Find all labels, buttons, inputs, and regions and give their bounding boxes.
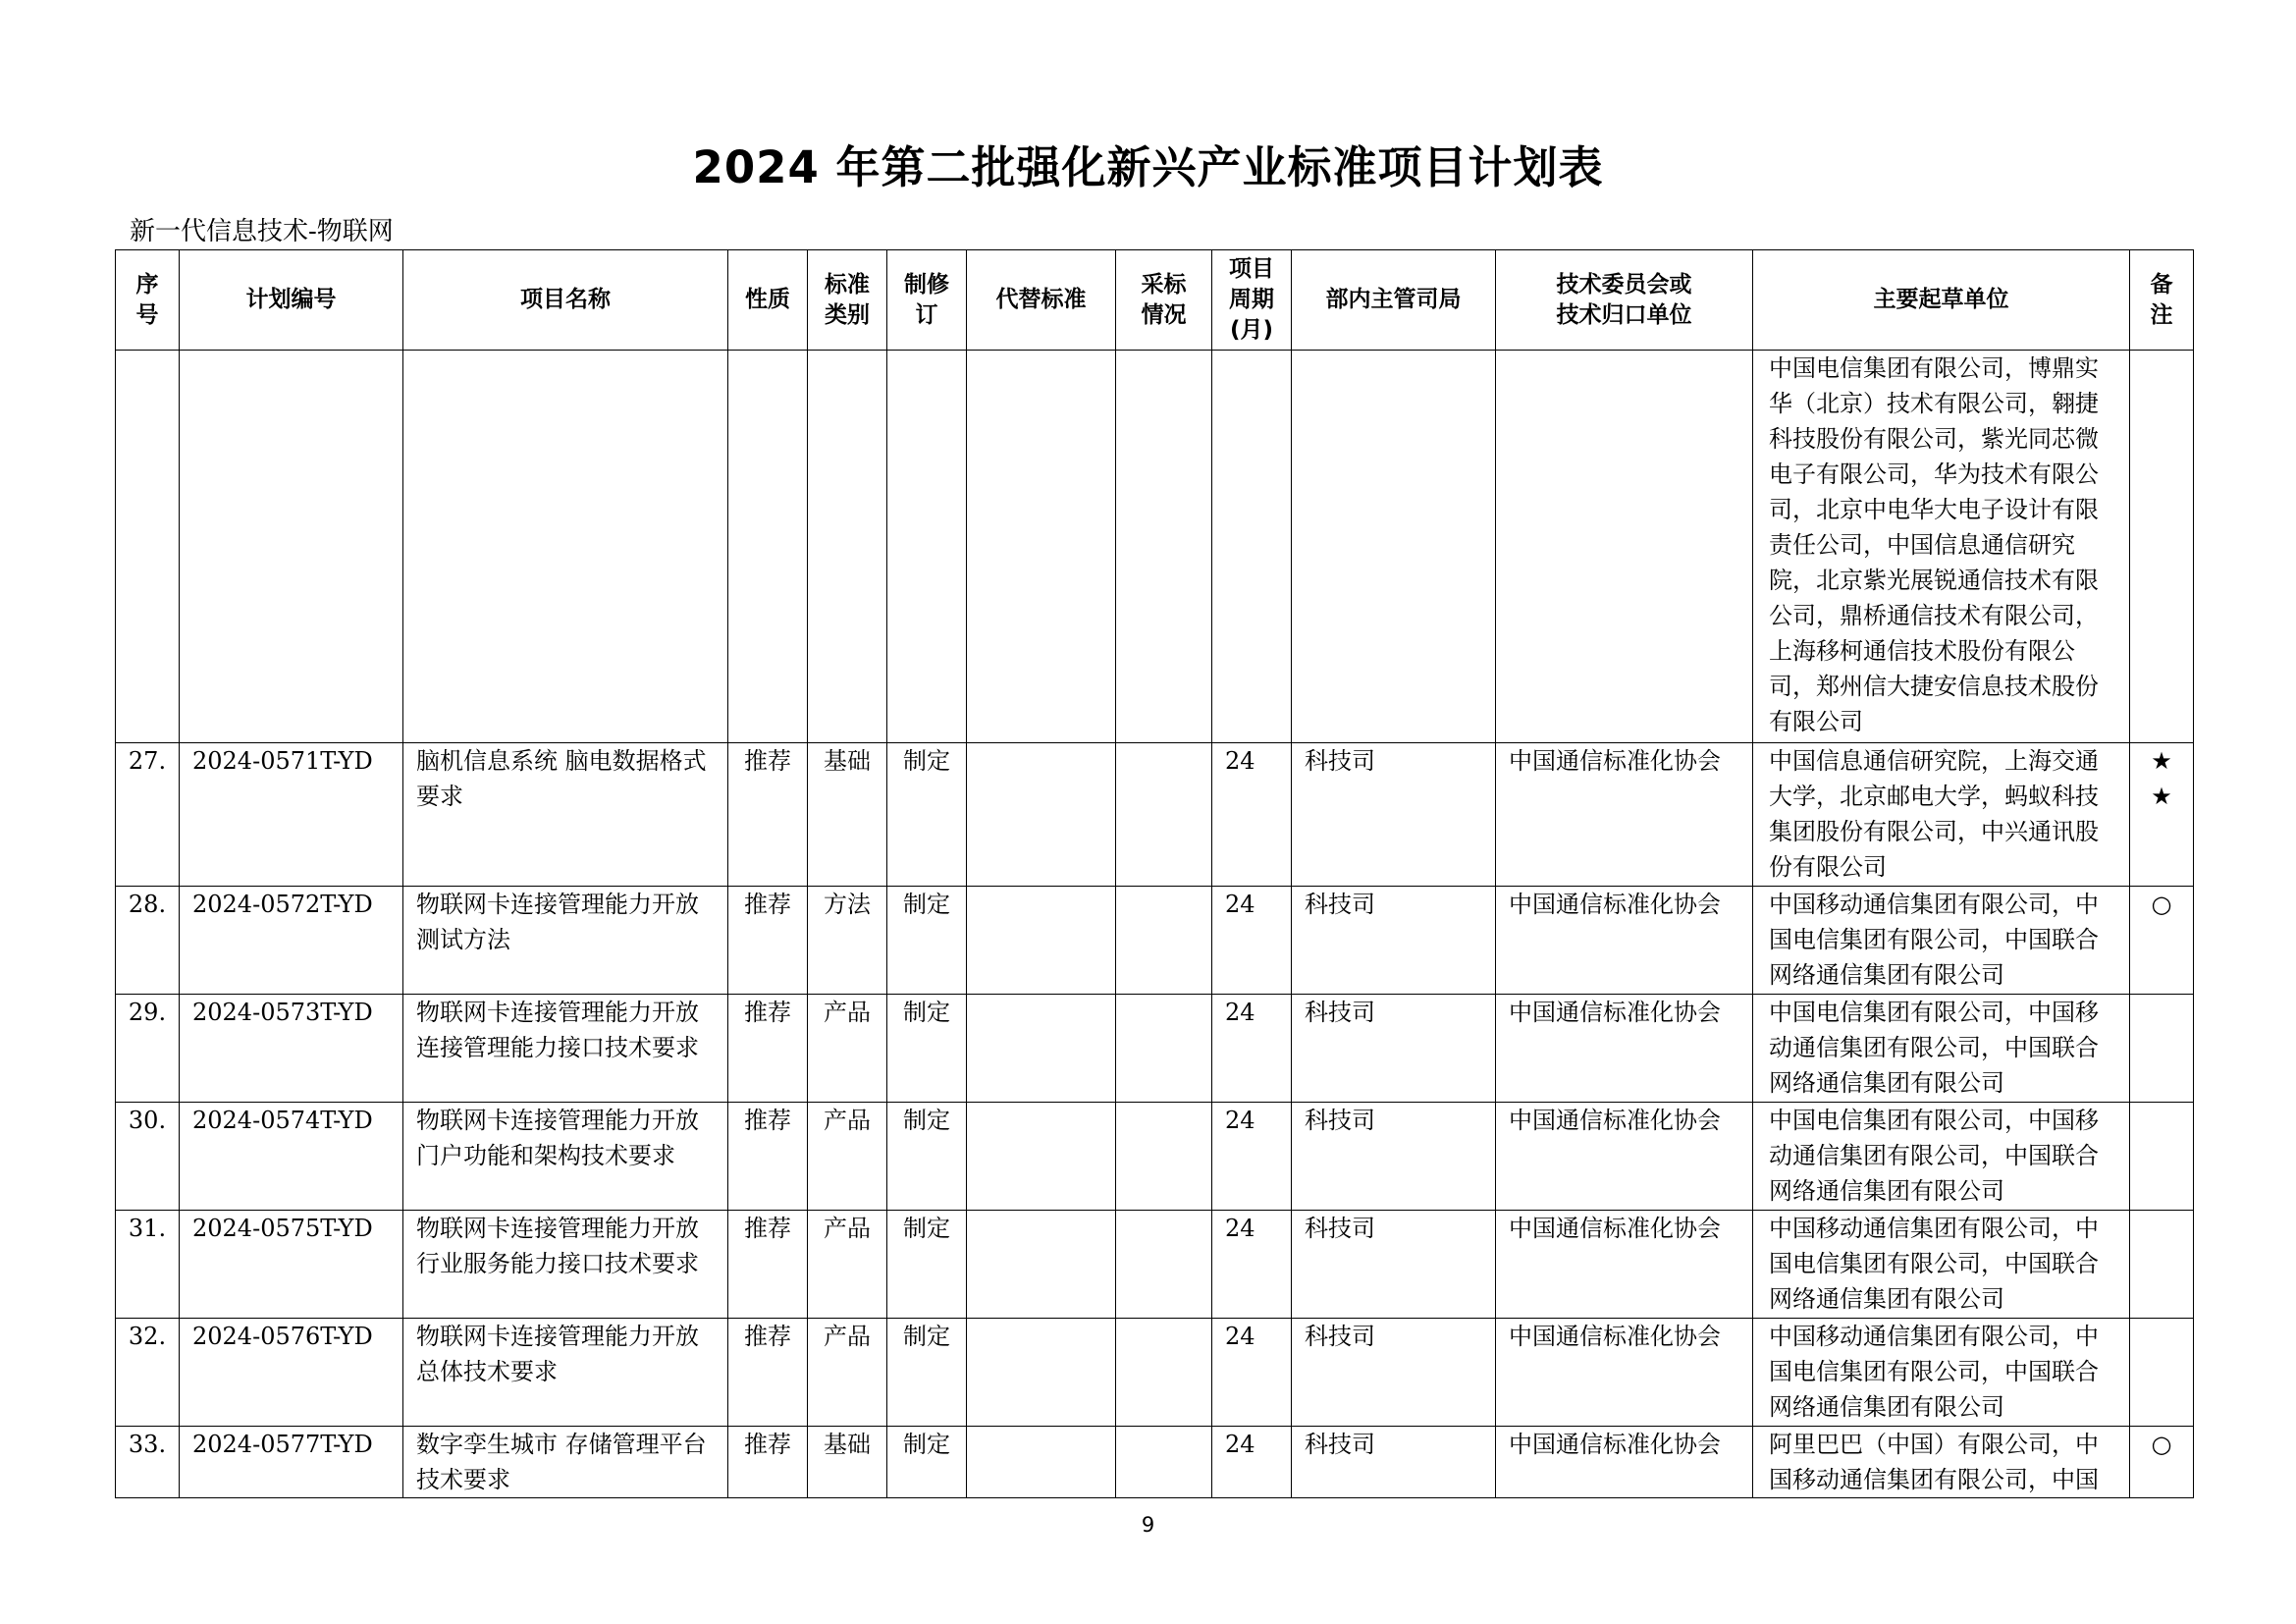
cell-category: 产品 (808, 995, 887, 1103)
cell-drafters: 中国电信集团有限公司，中国移动通信集团有限公司，中国联合网络通信集团有限公司 (1753, 995, 2130, 1103)
cell-nature: 推荐 (728, 1427, 808, 1498)
header-adopt: 采标 情况 (1116, 250, 1212, 351)
table-row (116, 1319, 2194, 1427)
cell-dept: 科技司 (1292, 1427, 1496, 1498)
cell-seq: 30. (116, 1103, 180, 1211)
cell-category: 产品 (808, 1211, 887, 1319)
cell-adopt (1116, 743, 1212, 887)
cell-nature: 推荐 (728, 887, 808, 995)
cell-nature: 推荐 (728, 1319, 808, 1427)
table-row (116, 743, 2194, 887)
cell-plan-no: 2024-0572T-YD (180, 887, 403, 995)
header-nature: 性质 (728, 250, 808, 351)
cell-remark (2130, 1211, 2194, 1319)
cell-category: 基础 (808, 1427, 887, 1498)
cell-drafters: 中国电信集团有限公司，中国移动通信集团有限公司，中国联合网络通信集团有限公司 (1753, 1103, 2130, 1211)
cell-remark: ○ (2130, 887, 2194, 995)
cell-replace (967, 887, 1116, 995)
cell-seq: 28. (116, 887, 180, 995)
document-title: 2024 年第二批强化新兴产业标准项目计划表 (692, 141, 1604, 193)
cell-replace (967, 743, 1116, 887)
cell-remark: ★ ★ (2130, 743, 2194, 887)
cell-revision: 制定 (887, 995, 967, 1103)
cell-committee: 中国通信标准化协会 (1496, 995, 1753, 1103)
header-revision: 制修 订 (887, 250, 967, 351)
cell-adopt (1116, 1211, 1212, 1319)
cell-revision: 制定 (887, 1103, 967, 1211)
cell-name: 物联网卡连接管理能力开放连接管理能力接口技术要求 (403, 995, 728, 1103)
cell-plan-no: 2024-0575T-YD (180, 1211, 403, 1319)
header-plan-no: 计划编号 (180, 250, 403, 351)
cell-committee: 中国通信标准化协会 (1496, 1319, 1753, 1427)
cell-name: 物联网卡连接管理能力开放测试方法 (403, 887, 728, 995)
cell-drafters: 中国移动通信集团有限公司，中国电信集团有限公司，中国联合网络通信集团有限公司 (1753, 1319, 2130, 1427)
cell-period: 24 (1212, 743, 1292, 887)
header-replace: 代替标准 (967, 250, 1116, 351)
cell-name: 物联网卡连接管理能力开放总体技术要求 (403, 1319, 728, 1427)
cell-dept: 科技司 (1292, 743, 1496, 887)
cell-revision: 制定 (887, 1211, 967, 1319)
cell-nature: 推荐 (728, 1211, 808, 1319)
cell-drafters: 阿里巴巴（中国）有限公司，中国移动通信集团有限公司，中国 (1753, 1427, 2130, 1498)
header-drafters: 主要起草单位 (1753, 250, 2130, 351)
cell-category: 基础 (808, 743, 887, 887)
table-row (116, 1427, 2194, 1498)
cell-remark (2130, 1319, 2194, 1427)
header-dept: 部内主管司局 (1292, 250, 1496, 351)
cell-plan-no: 2024-0574T-YD (180, 1103, 403, 1211)
cell-committee: 中国通信标准化协会 (1496, 1211, 1753, 1319)
header-category: 标准 类别 (808, 250, 887, 351)
cell-replace (967, 1319, 1116, 1427)
page-number: 9 (1141, 1513, 1155, 1537)
cell-seq: 31. (116, 1211, 180, 1319)
cell-remark: ○ (2130, 1427, 2194, 1498)
cell-plan-no: 2024-0577T-YD (180, 1427, 403, 1498)
cell-seq: 32. (116, 1319, 180, 1427)
cell-nature: 推荐 (728, 995, 808, 1103)
cell-revision: 制定 (887, 887, 967, 995)
cell-drafters: 中国信息通信研究院，上海交通大学，北京邮电大学，蚂蚁科技集团股份有限公司，中兴通讯股份有限公司 (1753, 743, 2130, 887)
cell-period: 24 (1212, 1427, 1292, 1498)
table-row (116, 1211, 2194, 1319)
header-name: 项目名称 (403, 250, 728, 351)
table-header-row (116, 250, 2194, 351)
cell-replace (967, 995, 1116, 1103)
cell-replace (967, 1427, 1116, 1498)
cell-period: 24 (1212, 995, 1292, 1103)
header-committee: 技术委员会或 技术归口单位 (1496, 250, 1753, 351)
header-seq: 序 号 (116, 250, 180, 351)
cell-replace (967, 1211, 1116, 1319)
cell-nature: 推荐 (728, 743, 808, 887)
cell-dept: 科技司 (1292, 1103, 1496, 1211)
cell-nature: 推荐 (728, 1103, 808, 1211)
cell-adopt (1116, 1427, 1212, 1498)
cell-committee: 中国通信标准化协会 (1496, 743, 1753, 887)
cell-period: 24 (1212, 1319, 1292, 1427)
cell-plan-no: 2024-0571T-YD (180, 743, 403, 887)
cell-committee: 中国通信标准化协会 (1496, 887, 1753, 995)
cell-adopt (1116, 887, 1212, 995)
cell-seq: 33. (116, 1427, 180, 1498)
cell-name: 物联网卡连接管理能力开放门户功能和架构技术要求 (403, 1103, 728, 1211)
cell-revision: 制定 (887, 1319, 967, 1427)
cell-name: 数字孪生城市 存储管理平台技术要求 (403, 1427, 728, 1498)
table-row (116, 1103, 2194, 1211)
cell-revision: 制定 (887, 743, 967, 887)
cell-dept: 科技司 (1292, 995, 1496, 1103)
cell-category: 产品 (808, 1319, 887, 1427)
cell-remark (2130, 1103, 2194, 1211)
continuation-drafters: 中国电信集团有限公司，博鼎实华（北京）技术有限公司，翱捷科技股份有限公司，紫光同芯微电子有限公司，华为技术有限公司，北京中电华大电子设计有限责任公司，中国信息通信研究院，北京紫光展锐通信技术有限公司，鼎桥通信技术有限公司，上海移柯通信技术股份有限公司，郑州信大捷安信息技术股份有限公司 (1753, 351, 2130, 743)
cell-committee: 中国通信标准化协会 (1496, 1427, 1753, 1498)
cell-replace (967, 1103, 1116, 1211)
cell-period: 24 (1212, 887, 1292, 995)
cell-name: 物联网卡连接管理能力开放行业服务能力接口技术要求 (403, 1211, 728, 1319)
cell-plan-no: 2024-0573T-YD (180, 995, 403, 1103)
cell-adopt (1116, 995, 1212, 1103)
header-period: 项目 周期 (月) (1212, 250, 1292, 351)
cell-remark (2130, 995, 2194, 1103)
table-row (116, 887, 2194, 995)
cell-period: 24 (1212, 1211, 1292, 1319)
section-subtitle: 新一代信息技术-物联网 (130, 217, 394, 246)
cell-name: 脑机信息系统 脑电数据格式要求 (403, 743, 728, 887)
cell-period: 24 (1212, 1103, 1292, 1211)
cell-dept: 科技司 (1292, 887, 1496, 995)
header-remark: 备 注 (2130, 250, 2194, 351)
cell-drafters: 中国移动通信集团有限公司，中国电信集团有限公司，中国联合网络通信集团有限公司 (1753, 887, 2130, 995)
cell-plan-no: 2024-0576T-YD (180, 1319, 403, 1427)
cell-revision: 制定 (887, 1427, 967, 1498)
table-row (116, 995, 2194, 1103)
cell-dept: 科技司 (1292, 1319, 1496, 1427)
cell-adopt (1116, 1319, 1212, 1427)
cell-drafters: 中国移动通信集团有限公司，中国电信集团有限公司，中国联合网络通信集团有限公司 (1753, 1211, 2130, 1319)
cell-category: 产品 (808, 1103, 887, 1211)
continuation-row (116, 351, 2194, 743)
cell-dept: 科技司 (1292, 1211, 1496, 1319)
cell-seq: 27. (116, 743, 180, 887)
cell-category: 方法 (808, 887, 887, 995)
cell-committee: 中国通信标准化协会 (1496, 1103, 1753, 1211)
cell-seq: 29. (116, 995, 180, 1103)
standards-plan-table (115, 249, 2194, 1498)
cell-adopt (1116, 1103, 1212, 1211)
